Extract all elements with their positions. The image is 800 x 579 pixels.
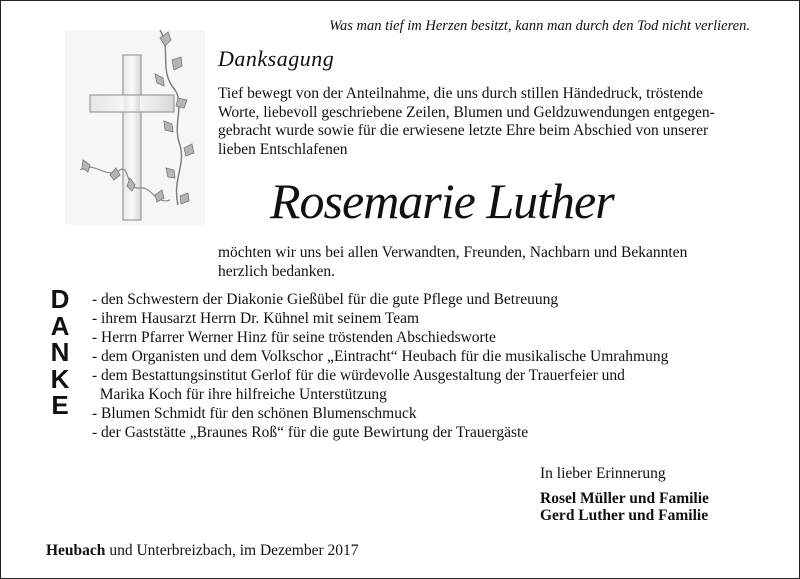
danke-letter: A [50,310,70,341]
intro-paragraph [218,85,754,159]
thanks-line: möchten wir uns bei allen Verwandten, Freunden, Nachbarn und Bekannten [218,244,688,261]
intro-line: lieben Entschlafenen [218,140,348,158]
list-item: - den Schwestern der Diakonie Gießübel für die gute Pflege und Betreuung [92,291,559,308]
family-signatures [540,490,709,524]
list-item: - dem Organisten und dem Volkschor „Eintracht“ Heubach für die musikalische Umrahmung [92,348,669,365]
danke-letter: E [51,390,69,420]
motto-quote: Was man tief im Herzen besitzt, kann man durch den Tod nicht verlieren. [329,18,750,34]
danke-letter: K [50,363,70,394]
thanks-list [92,290,762,442]
list-item: - dem Bestattungsinstitut Gerlof für die würdevolle Ausgestaltung der Trauerfeier und [92,367,625,384]
family-line: Rosel Müller und Familie [540,490,709,507]
danke-letter: D [50,284,70,314]
heading-danksagung: Danksagung [218,46,335,71]
list-item: - Blumen Schmidt für den schönen Blumenschmuck [92,405,417,422]
danke-letter: N [50,337,70,367]
place-rest: und Unterbreizbach, im Dezember 2017 [105,542,359,559]
intro-line: Worte, liebevoll geschriebene Zeilen, Blumen und Geldzuwendungen entgegen- [218,103,715,121]
cross-with-ivy-icon [60,20,210,230]
thanks-line: herzlich bedanken. [218,262,336,280]
place-date [46,542,359,560]
list-item: Marika Koch für ihre hilfreiche Unterstützung [92,386,387,403]
list-item: - der Gaststätte „Braunes Roß“ für die gute Bewirtung der Trauergäste [92,424,529,441]
family-line: Gerd Luther und Familie [540,507,709,524]
list-item: - Herrn Pfarrer Werner Hinz für seine tröstenden Abschiedsworte [92,329,496,346]
place-bold: Heubach [46,542,106,559]
deceased-name: Rosemarie Luther [270,173,614,229]
intro-line: gebracht wurde sowie für die erwiesene letzte Ehre beim Abschied von unserer [218,122,709,139]
danke-vertical-label [45,286,75,419]
list-item: - ihrem Hausarzt Herrn Dr. Kühnel mit seinem Team [92,310,420,327]
memory-line: In lieber Erinnerung [540,465,666,482]
intro-line: Tief bewegt von der Anteilnahme, die uns durch stillen Händedruck, tröstende [218,85,703,102]
thanks-paragraph [218,244,754,281]
